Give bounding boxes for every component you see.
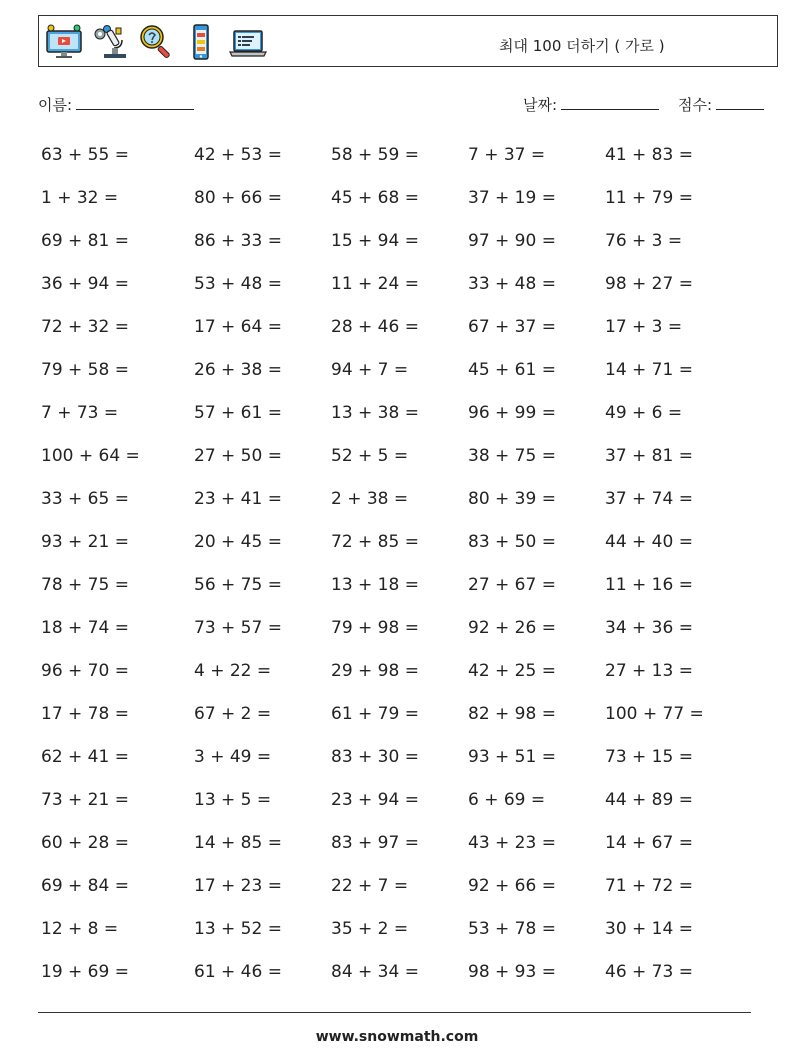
problem-item: 56 + 75 =	[194, 575, 282, 595]
problem-item: 19 + 69 =	[41, 962, 129, 982]
problem-item: 27 + 67 =	[468, 575, 556, 595]
problem-item: 27 + 50 =	[194, 446, 282, 466]
computer-monitor-icon	[44, 22, 84, 62]
problem-item: 14 + 85 =	[194, 833, 282, 853]
problem-item: 60 + 28 =	[41, 833, 129, 853]
page-title: 최대 100 더하기 ( 가로 )	[499, 37, 665, 55]
problem-item: 61 + 46 =	[194, 962, 282, 982]
date-label: 날짜:	[523, 96, 558, 114]
problem-item: 38 + 75 =	[468, 446, 556, 466]
problem-item: 20 + 45 =	[194, 532, 282, 552]
problem-item: 13 + 52 =	[194, 919, 282, 939]
problem-item: 98 + 27 =	[605, 274, 693, 294]
problem-item: 33 + 48 =	[468, 274, 556, 294]
problem-item: 97 + 90 =	[468, 231, 556, 251]
problem-item: 72 + 85 =	[331, 532, 419, 552]
score-label: 점수:	[678, 96, 713, 114]
problem-item: 53 + 78 =	[468, 919, 556, 939]
problem-item: 53 + 48 =	[194, 274, 282, 294]
problem-item: 98 + 93 =	[468, 962, 556, 982]
problem-item: 79 + 98 =	[331, 618, 419, 638]
problem-item: 23 + 94 =	[331, 790, 419, 810]
problem-item: 12 + 8 =	[41, 919, 119, 939]
problem-item: 43 + 23 =	[468, 833, 556, 853]
problem-item: 93 + 51 =	[468, 747, 556, 767]
problem-item: 78 + 75 =	[41, 575, 129, 595]
problem-item: 83 + 50 =	[468, 532, 556, 552]
problem-item: 44 + 89 =	[605, 790, 693, 810]
problem-item: 58 + 59 =	[331, 145, 419, 165]
problem-item: 73 + 21 =	[41, 790, 129, 810]
problem-item: 69 + 81 =	[41, 231, 129, 251]
problem-item: 71 + 72 =	[605, 876, 693, 896]
problem-item: 96 + 70 =	[41, 661, 129, 681]
problem-item: 3 + 49 =	[194, 747, 272, 767]
problem-item: 61 + 79 =	[331, 704, 419, 724]
problem-item: 72 + 32 =	[41, 317, 129, 337]
problem-item: 76 + 3 =	[605, 231, 683, 251]
score-field	[678, 94, 764, 115]
problem-item: 92 + 26 =	[468, 618, 556, 638]
problem-item: 80 + 39 =	[468, 489, 556, 509]
problem-item: 17 + 78 =	[41, 704, 129, 724]
problem-item: 41 + 83 =	[605, 145, 693, 165]
problem-item: 73 + 15 =	[605, 747, 693, 767]
problem-item: 2 + 38 =	[331, 489, 409, 509]
problem-item: 62 + 41 =	[41, 747, 129, 767]
problem-item: 100 + 77 =	[605, 704, 704, 724]
name-field	[38, 94, 194, 115]
date-field	[523, 94, 659, 115]
problem-item: 36 + 94 =	[41, 274, 129, 294]
footer-website: www.snowmath.com	[315, 1029, 479, 1045]
problem-item: 67 + 37 =	[468, 317, 556, 337]
problem-item: 80 + 66 =	[194, 188, 282, 208]
problem-item: 45 + 61 =	[468, 360, 556, 380]
problem-item: 11 + 79 =	[605, 188, 693, 208]
problem-item: 73 + 57 =	[194, 618, 282, 638]
problem-item: 37 + 19 =	[468, 188, 556, 208]
problem-item: 13 + 38 =	[331, 403, 419, 423]
problem-item: 67 + 2 =	[194, 704, 272, 724]
problem-item: 35 + 2 =	[331, 919, 409, 939]
problem-item: 42 + 25 =	[468, 661, 556, 681]
problem-item: 44 + 40 =	[605, 532, 693, 552]
problem-item: 83 + 97 =	[331, 833, 419, 853]
problem-item: 6 + 69 =	[468, 790, 546, 810]
problem-item: 13 + 18 =	[331, 575, 419, 595]
problem-item: 45 + 68 =	[331, 188, 419, 208]
problem-item: 34 + 36 =	[605, 618, 693, 638]
problem-item: 37 + 81 =	[605, 446, 693, 466]
name-blank[interactable]	[76, 94, 194, 110]
problem-item: 7 + 73 =	[41, 403, 119, 423]
phone-icon	[182, 22, 222, 62]
problem-item: 1 + 32 =	[41, 188, 119, 208]
problem-item: 42 + 53 =	[194, 145, 282, 165]
laptop-icon	[228, 22, 268, 62]
problem-item: 17 + 23 =	[194, 876, 282, 896]
problem-item: 83 + 30 =	[331, 747, 419, 767]
header-box	[38, 15, 778, 67]
problem-item: 23 + 41 =	[194, 489, 282, 509]
problem-item: 17 + 64 =	[194, 317, 282, 337]
problem-item: 28 + 46 =	[331, 317, 419, 337]
problem-item: 86 + 33 =	[194, 231, 282, 251]
problem-item: 14 + 67 =	[605, 833, 693, 853]
problem-item: 18 + 74 =	[41, 618, 129, 638]
problem-item: 63 + 55 =	[41, 145, 129, 165]
problem-item: 52 + 5 =	[331, 446, 409, 466]
problem-item: 37 + 74 =	[605, 489, 693, 509]
problem-item: 92 + 66 =	[468, 876, 556, 896]
problem-item: 15 + 94 =	[331, 231, 419, 251]
problem-item: 69 + 84 =	[41, 876, 129, 896]
score-blank[interactable]	[716, 94, 764, 110]
problem-item: 11 + 24 =	[331, 274, 419, 294]
problem-item: 13 + 5 =	[194, 790, 272, 810]
problem-item: 82 + 98 =	[468, 704, 556, 724]
problem-item: 27 + 13 =	[605, 661, 693, 681]
problem-item: 79 + 58 =	[41, 360, 129, 380]
problem-item: 100 + 64 =	[41, 446, 140, 466]
problem-item: 4 + 22 =	[194, 661, 272, 681]
header-icons	[44, 21, 274, 63]
problem-item: 26 + 38 =	[194, 360, 282, 380]
problem-item: 11 + 16 =	[605, 575, 693, 595]
microscope-gears-icon	[90, 22, 130, 62]
problem-item: 17 + 3 =	[605, 317, 683, 337]
problem-item: 96 + 99 =	[468, 403, 556, 423]
problem-item: 14 + 71 =	[605, 360, 693, 380]
problem-item: 33 + 65 =	[41, 489, 129, 509]
problem-item: 93 + 21 =	[41, 532, 129, 552]
problem-item: 22 + 7 =	[331, 876, 409, 896]
problem-item: 57 + 61 =	[194, 403, 282, 423]
problem-item: 94 + 7 =	[331, 360, 409, 380]
name-label: 이름:	[38, 96, 73, 114]
problem-item: 30 + 14 =	[605, 919, 693, 939]
problem-item: 49 + 6 =	[605, 403, 683, 423]
problem-item: 84 + 34 =	[331, 962, 419, 982]
problem-item: 29 + 98 =	[331, 661, 419, 681]
footer-divider	[38, 1012, 751, 1013]
date-blank[interactable]	[561, 94, 659, 110]
magnifier-icon	[136, 22, 176, 62]
problem-item: 7 + 37 =	[468, 145, 546, 165]
problem-item: 46 + 73 =	[605, 962, 693, 982]
